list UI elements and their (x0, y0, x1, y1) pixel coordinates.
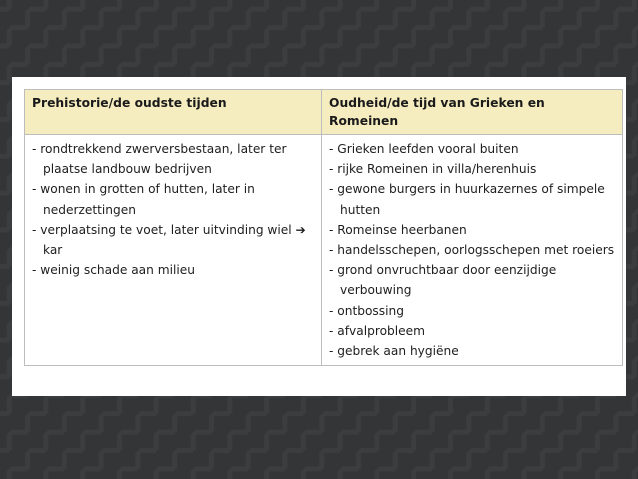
list-item: - Romeinse heerbanen (329, 222, 467, 237)
column-oudheid (322, 135, 623, 366)
list-item: - rondtrekkend zwerversbestaan, later ter plaatse landbouw bedrijven (32, 142, 287, 177)
comparison-table (24, 89, 623, 366)
list-item: - rijke Romeinen in villa/herenhuis (329, 162, 537, 177)
list-item: - afvalprobleem (329, 323, 426, 338)
list-item: - gewone burgers in huurkazernes of simpele hutten (329, 182, 605, 217)
content-panel (12, 77, 626, 396)
list-item: - verplaatsing te voet, later uitvinding wiel ➔ kar (32, 222, 306, 258)
list-item: - handelsschepen, oorlogsschepen met roeiers (329, 243, 615, 258)
list-item: - grond onvruchtbaar door eenzijdige verbouwing (329, 263, 557, 298)
table-header-row (25, 90, 623, 135)
oudheid-list (329, 139, 615, 361)
list-item: - weinig schade aan milieu (32, 263, 195, 278)
list-item: - gebrek aan hygiëne (329, 344, 459, 359)
list-item: - Grieken leefden vooral buiten (329, 142, 519, 156)
list-item: - ontbossing (329, 303, 404, 318)
list-item: - wonen in grotten of hutten, later in nederzettingen (32, 182, 255, 217)
prehistorie-list (32, 139, 314, 280)
header-prehistorie: Prehistorie/de oudste tijden (25, 90, 322, 135)
column-prehistorie (25, 135, 322, 366)
table-row (25, 135, 623, 366)
header-oudheid: Oudheid/de tijd van Grieken en Romeinen (322, 90, 623, 135)
